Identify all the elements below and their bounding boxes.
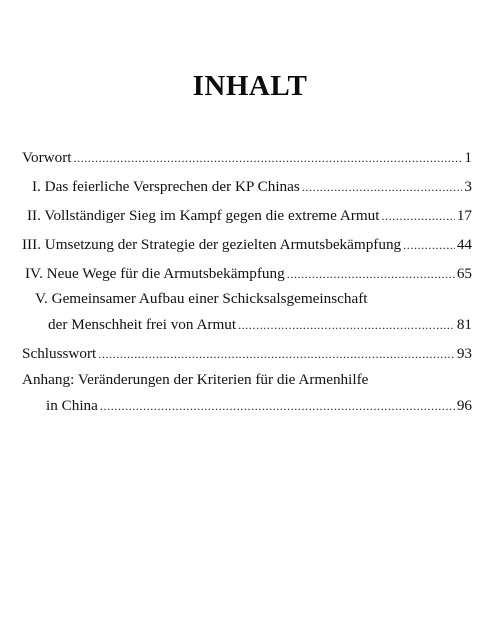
toc-entry-chapter-3[interactable] [0,235,500,255]
toc-entry-title: Schlusswort [22,345,97,362]
toc-entry-title-line2: in China [46,397,98,414]
toc-entry-chapter-1[interactable] [0,177,500,197]
page-title: INHALT [192,70,308,102]
dot-leader [238,315,455,335]
toc-entry-vorwort[interactable] [0,148,500,168]
toc-entry-title: III. Umsetzung der Strategie der gezielten Armutsbekämpfung [22,236,402,253]
dot-leader [287,264,455,284]
toc-page-number: 3 [464,178,472,195]
toc-entry-title-line1: Anhang: Veränderungen der Kriterien für die Armenhilfe [22,371,369,388]
toc-page-number: 1 [464,149,472,166]
toc-entry-chapter-2[interactable] [0,206,500,226]
toc-entry-title: I. Das feierliche Versprechen der KP Chinas [32,178,300,195]
dot-leader [302,177,463,197]
dot-leader [74,148,463,168]
toc-entry-chapter-5[interactable] [0,289,500,339]
toc-page-number: 44 [456,236,472,253]
toc-entry-title: Vorwort [22,149,72,166]
toc-page-number: 65 [456,265,472,282]
dot-leader [98,344,455,364]
dot-leader [381,206,454,226]
toc-entry-title-line2: der Menschheit frei von Armut [48,316,237,333]
toc-entry-title: II. Vollständiger Sieg im Kampf gegen die extreme Armut [27,207,380,224]
toc-page-number: 81 [456,316,472,333]
toc-entry-anhang[interactable] [0,370,500,420]
toc-page-number: 96 [456,397,472,414]
dot-leader [100,396,455,416]
toc-page-number: 17 [456,207,472,224]
toc-entry-schlusswort[interactable] [0,344,500,364]
dot-leader [403,235,455,255]
toc-entry-chapter-4[interactable] [0,264,500,284]
toc-entry-title: IV. Neue Wege für die Armutsbekämpfung [25,265,285,282]
toc-page-number: 93 [456,345,472,362]
toc-entry-title-line1: V. Gemeinsamer Aufbau einer Schicksalsgemeinschaft [35,290,368,307]
